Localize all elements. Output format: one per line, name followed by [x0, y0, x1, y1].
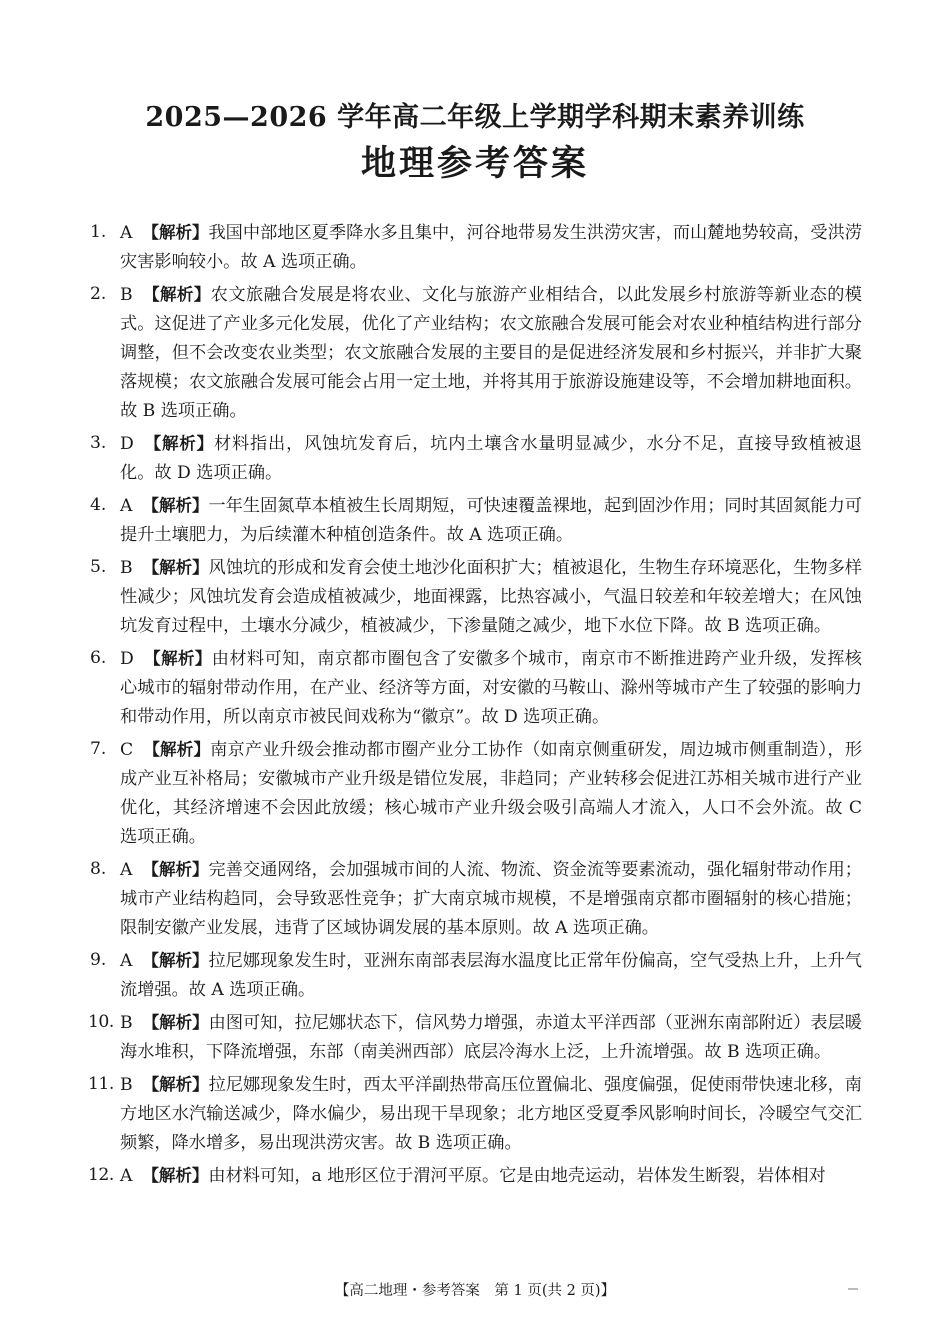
- question-number: 1.: [90, 222, 107, 242]
- answer-body: [120, 1008, 862, 1067]
- answer-item: [90, 644, 862, 732]
- analysis-text: 拉尼娜现象发生时，亚洲东南部表层海水温度比正常年份偏高，空气受热上升，上升气流增强。故 A 选项正确。: [120, 951, 862, 1000]
- analysis-text: 我国中部地区夏季降水多且集中，河谷地带易发生洪涝灾害，而山麓地势较高，受洪涝灾害影响较小。故 A 选项正确。: [120, 223, 862, 272]
- answer-choice: D: [120, 649, 134, 669]
- answer-choice: B: [120, 558, 133, 578]
- answer-body: [120, 429, 862, 488]
- analysis-text: 由材料可知，南京都市圈包含了安徽多个城市，南京市不断推进跨产业升级，发挥核心城市的辐射带动作用，在产业、经济等方面，对安徽的马鞍山、滁州等城市产生了较强的影响力和带动作用，所以南京市被民间戏称为“徽京”。故 D 选项正确。: [120, 649, 862, 727]
- question-number: 5.: [90, 557, 107, 577]
- exam-title: 2025—2026 学年高二年级上学期学科期末素养训练: [145, 102, 805, 133]
- scan-mark: [848, 1288, 858, 1290]
- question-number: 8.: [90, 859, 107, 879]
- question-number: 3.: [90, 433, 107, 453]
- analysis-text: 由材料可知，a 地形区位于渭河平原。它是由地壳运动，岩体发生断裂，岩体相对: [208, 1166, 826, 1186]
- answer-body: [120, 946, 862, 1005]
- analysis-tag: 【解析】: [142, 285, 211, 304]
- answer-body: [120, 1070, 862, 1158]
- analysis-tag: 【解析】: [142, 496, 209, 515]
- answer-item: [90, 1070, 862, 1158]
- answer-item: [90, 280, 862, 426]
- analysis-text: 一年生固氮草本植被生长周期短，可快速覆盖裸地，起到固沙作用；同时其固氮能力可提升土壤肥力，为后续灌木种植创造条件。故 A 选项正确。: [120, 496, 862, 545]
- answer-item: [90, 218, 862, 277]
- answer-item: [90, 946, 862, 1005]
- question-number: 4.: [90, 495, 107, 515]
- answer-choice: A: [120, 860, 133, 880]
- answer-body: [120, 1161, 862, 1191]
- answer-choice: C: [120, 740, 134, 760]
- analysis-tag: 【解析】: [142, 951, 209, 970]
- question-number: 9.: [90, 950, 107, 970]
- analysis-text: 拉尼娜现象发生时，西太平洋副热带高压位置偏北、强度偏强，促使雨带快速北移，南方地区水汽输送减少，降水偏少，易出现干旱现象；北方地区受夏季风影响时间长，冷暖空气交汇频繁，降水增多，易出现洪涝灾害。故 B 选项正确。: [120, 1075, 862, 1153]
- answer-item: [90, 553, 862, 641]
- analysis-tag: 【解析】: [142, 558, 209, 577]
- question-number: 12.: [88, 1165, 114, 1185]
- question-number: 10.: [88, 1012, 114, 1032]
- page-footer: 【高二地理・参考答案 第 1 页(共 2 页)】: [334, 1283, 616, 1299]
- analysis-tag: 【解析】: [143, 434, 214, 453]
- answer-body: [120, 218, 862, 277]
- answer-choice: A: [120, 496, 133, 516]
- analysis-tag: 【解析】: [142, 1166, 209, 1185]
- analysis-text: 南京产业升级会推动都市圈产业分工协作（如南京侧重研发，周边城市侧重制造），形成产业互补格局；安徽城市产业升级是错位发展，非趋同；产业转移会促进江苏相关城市进行产业优化，其经济增速不会因此放缓；核心城市产业升级会吸引高端人才流入，人口不会外流。故 C 选项正确。: [120, 740, 863, 847]
- answer-list: [90, 218, 862, 1194]
- analysis-tag: 【解析】: [142, 1013, 209, 1032]
- analysis-text: 由图可知，拉尼娜状态下，信风势力增强，赤道太平洋西部（亚洲东南部附近）表层暖海水堆积，下降流增强，东部（南美洲西部）底层冷海水上泛，上升流增强。故 B 选项正确。: [120, 1013, 862, 1062]
- analysis-text: 农文旅融合发展是将农业、文化与旅游产业相结合，以此发展乡村旅游等新业态的模式。这促进了产业多元化发展，优化了产业结构；农文旅融合发展可能会对农业种植结构进行部分调整，但不会改变农业类型；农文旅融合发展的主要目的是促进经济发展和乡村振兴，并非扩大聚落规模；农文旅融合发展可能会占用一定土地，并将其用于旅游设施建设等，不会增加耕地面积。故 B 选项正确。: [120, 285, 862, 421]
- question-number: 2.: [90, 284, 107, 304]
- analysis-text: 材料指出，风蚀坑发育后，坑内土壤含水量明显减少，水分不足，直接导致植被退化。故 D 选项正确。: [120, 434, 862, 483]
- answer-item: [90, 429, 862, 488]
- answer-choice: A: [120, 951, 133, 971]
- question-number: 11.: [88, 1074, 114, 1094]
- analysis-tag: 【解析】: [143, 649, 212, 668]
- answer-choice: B: [120, 1075, 133, 1095]
- question-number: 6.: [90, 648, 107, 668]
- analysis-text: 完善交通网络，会加强城市间的人流、物流、资金流等要素流动，强化辐射带动作用；城市产业结构趋同，会导致恶性竞争；扩大南京城市规模，不是增强南京都市圈辐射的核心措施；限制安徽产业发展，违背了区域协调发展的基本原则。故 A 选项正确。: [120, 860, 862, 938]
- answer-body: [120, 735, 862, 852]
- question-number: 7.: [90, 739, 107, 759]
- answer-choice: B: [120, 285, 133, 305]
- answer-item: [90, 1161, 862, 1191]
- answer-choice: A: [120, 223, 133, 243]
- answer-item: [90, 1008, 862, 1067]
- answer-body: [120, 855, 862, 943]
- answer-item: [90, 491, 862, 550]
- answer-body: [120, 280, 862, 426]
- analysis-tag: 【解析】: [143, 740, 211, 759]
- answer-key-title: 地理参考答案: [360, 144, 589, 184]
- answer-item: [90, 735, 862, 852]
- answer-choice: A: [120, 1166, 133, 1186]
- answer-item: [90, 855, 862, 943]
- analysis-tag: 【解析】: [142, 223, 209, 242]
- answer-body: [120, 644, 862, 732]
- answer-body: [120, 553, 862, 641]
- analysis-text: 风蚀坑的形成和发育会使土地沙化面积扩大；植被退化，生物生存环境恶化，生物多样性减少；风蚀坑发育会造成植被减少，地面裸露，比热容减小，气温日较差和年较差增大；在风蚀坑发育过程中，土壤水分减少，植被减少，下渗量随之减少，地下水位下降。故 B 选项正确。: [120, 558, 862, 636]
- answer-choice: B: [120, 1013, 133, 1033]
- answer-body: [120, 491, 862, 550]
- answer-choice: D: [120, 434, 134, 454]
- analysis-tag: 【解析】: [142, 1075, 209, 1094]
- analysis-tag: 【解析】: [142, 860, 209, 879]
